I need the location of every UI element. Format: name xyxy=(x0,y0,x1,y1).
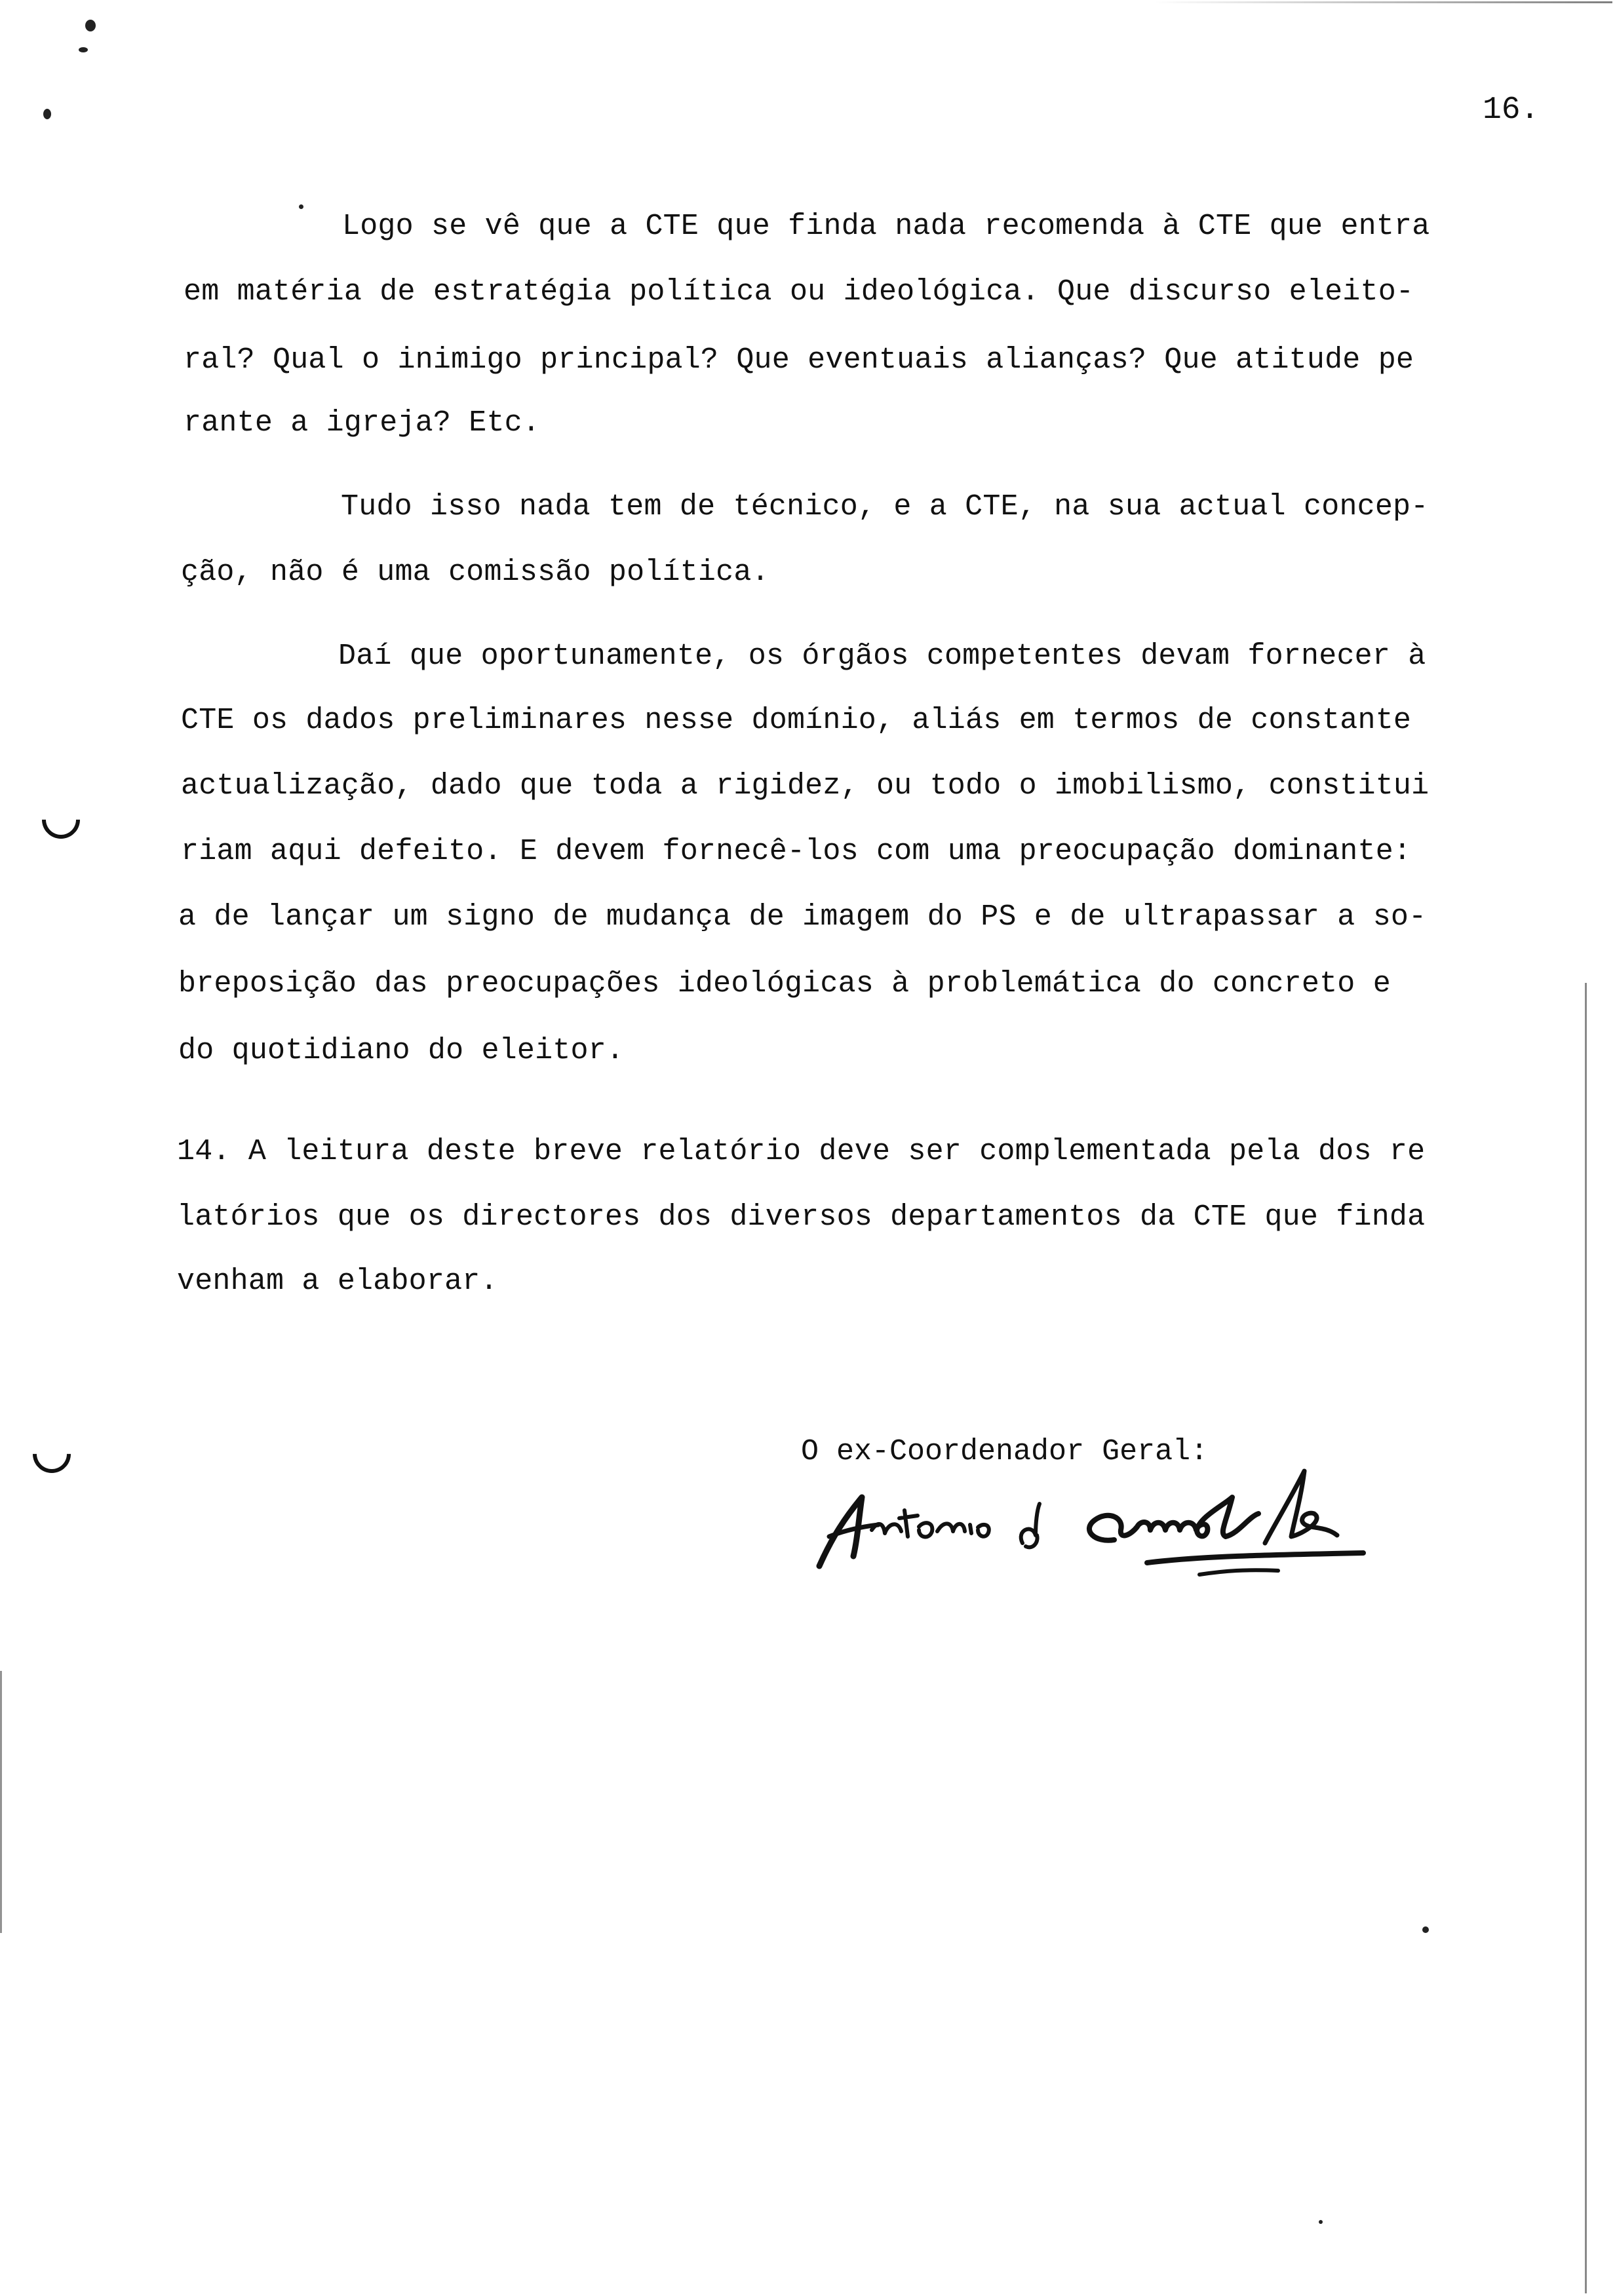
page-number: 16. xyxy=(1483,92,1540,128)
text-line: CTE os dados preliminares nesse domínio, aliás em termos de constante xyxy=(181,704,1412,737)
text-line: rante a igreja? Etc. xyxy=(184,406,541,440)
text-line: ção, não é uma comissão política. xyxy=(181,556,769,589)
closing-label: O ex-Coordenador Geral: xyxy=(801,1435,1209,1468)
scan-mark xyxy=(85,20,96,31)
scan-mark xyxy=(299,204,303,209)
text-line: Logo se vê que a CTE que finda nada recomenda à CTE que entra xyxy=(342,210,1430,243)
text-line: do quotidiano do eleitor. xyxy=(178,1034,625,1067)
text-line: breposição das preocupações ideológicas à problemática do concreto e xyxy=(178,967,1391,1001)
text-line: venham a elaborar. xyxy=(177,1265,498,1298)
text-line: riam aqui defeito. E devem fornecê-los com uma preocupação dominante: xyxy=(181,835,1412,868)
text-line: Tudo isso nada tem de técnico, e a CTE, na sua actual concep- xyxy=(341,490,1429,524)
scan-mark xyxy=(43,109,51,119)
binder-hole-icon xyxy=(34,793,88,847)
text-line: actualização, dado que toda a rigidez, ou todo o imobilismo, constitui xyxy=(181,769,1430,803)
scan-edge-left xyxy=(0,1671,2,1933)
scan-edge-top xyxy=(1154,1,1612,3)
binder-hole-icon xyxy=(25,1427,79,1481)
text-line: Daí que oportunamente, os órgãos competentes devam fornecer à xyxy=(338,640,1426,673)
text-line: latórios que os directores dos diversos departamentos da CTE que finda xyxy=(177,1200,1426,1234)
text-line: a de lançar um signo de mudança de imagem do PS e de ultrapassar a so- xyxy=(178,900,1427,934)
signature xyxy=(806,1458,1396,1589)
scan-mark xyxy=(79,47,88,52)
scan-mark xyxy=(1319,2220,1323,2224)
text-line: 14. A leitura deste breve relatório deve ser complementada pela dos re xyxy=(177,1135,1426,1168)
scan-edge-right xyxy=(1585,983,1587,2293)
text-line: em matéria de estratégia política ou ideológica. Que discurso eleito- xyxy=(184,275,1414,309)
scan-mark xyxy=(1422,1926,1429,1933)
text-line: ral? Qual o inimigo principal? Que eventuais alianças? Que atitude pe xyxy=(184,343,1414,377)
